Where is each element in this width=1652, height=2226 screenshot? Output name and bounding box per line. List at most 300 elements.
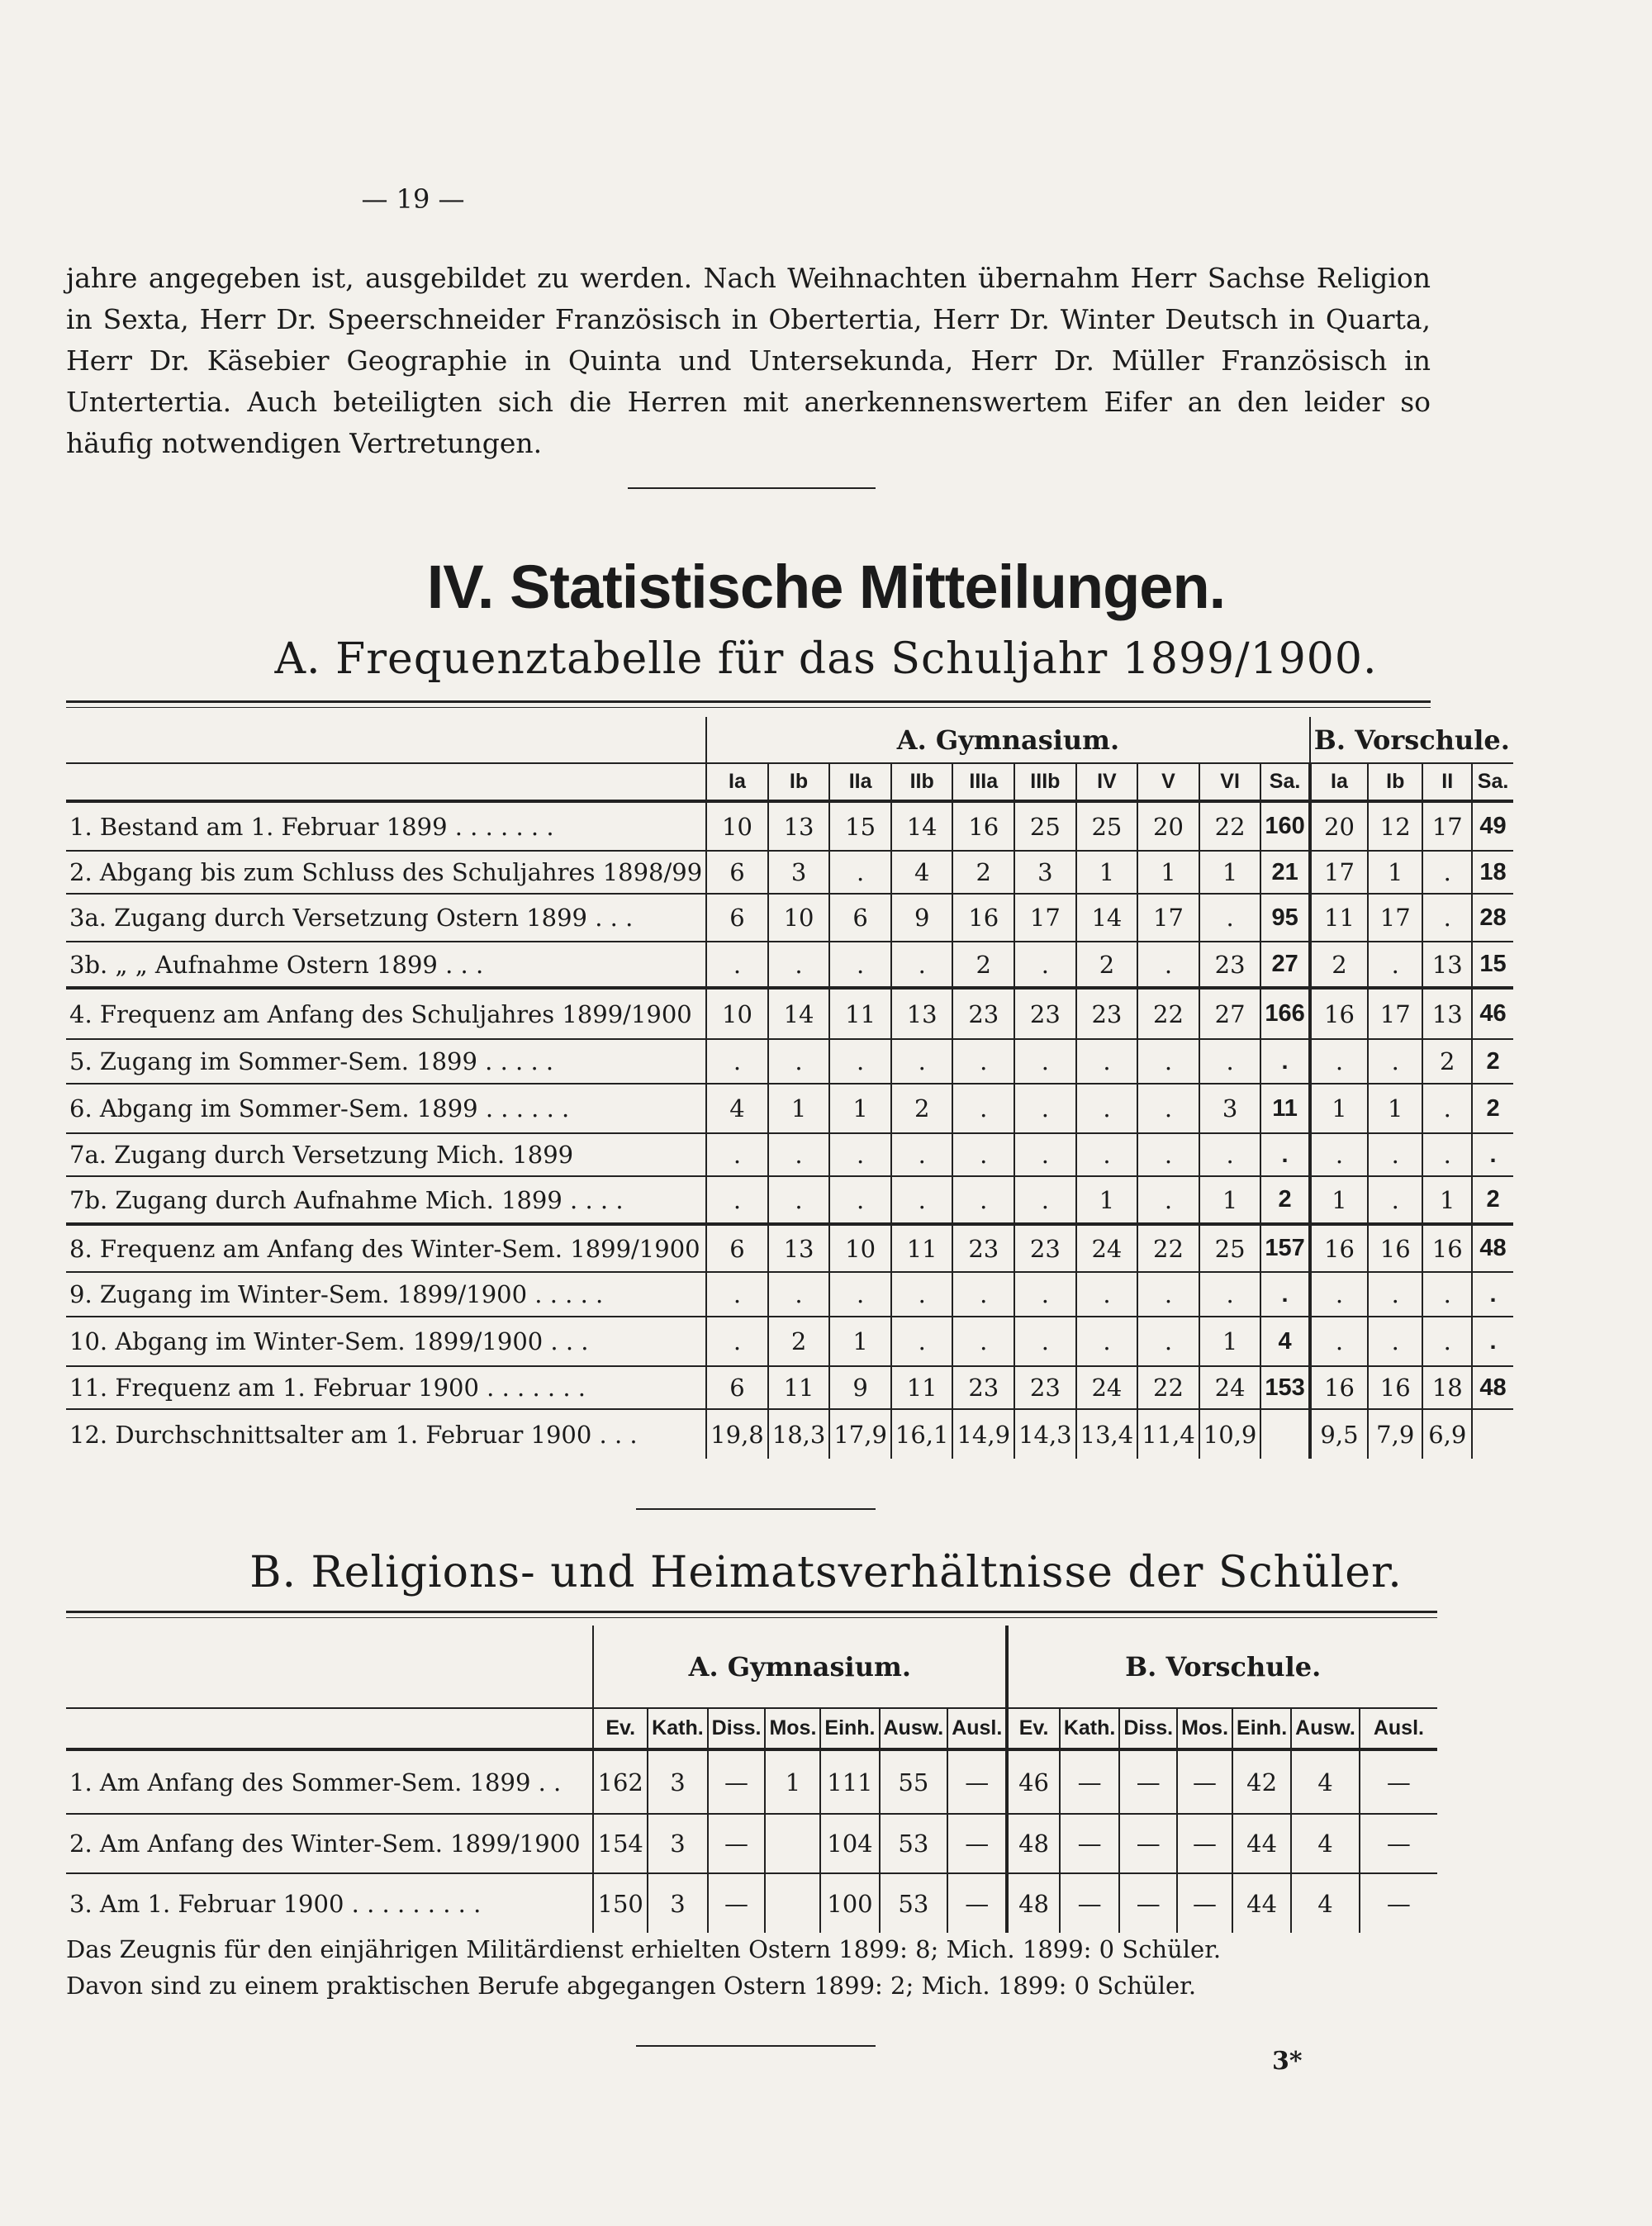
table-cell: 17 xyxy=(1368,894,1422,942)
table-cell: 2 xyxy=(1422,1039,1472,1084)
table-cell: — xyxy=(1177,1749,1232,1814)
table-cell: 17 xyxy=(1310,851,1368,894)
table-cell: 1 xyxy=(768,1084,830,1133)
table-cell: 1 xyxy=(829,1084,891,1133)
table-cell: . xyxy=(706,1039,768,1084)
table-cell: . xyxy=(1014,1084,1076,1133)
table-cell: 2 xyxy=(1310,942,1368,988)
table-cell: 16 xyxy=(952,801,1014,851)
table-cell xyxy=(765,1873,820,1933)
col-header: II xyxy=(1422,763,1472,801)
table-cell: . xyxy=(1310,1272,1368,1317)
table-cell: 27 xyxy=(1199,988,1261,1039)
vorschule-header: B. Vorschule. xyxy=(1310,717,1513,763)
gymnasium-header: A. Gymnasium. xyxy=(593,1626,1007,1708)
table-cell xyxy=(765,1814,820,1873)
table-cell: 55 xyxy=(880,1749,948,1814)
notes xyxy=(66,1931,1221,2004)
col-header: IIIa xyxy=(952,763,1014,801)
table-cell: 10,9 xyxy=(1199,1409,1261,1459)
table-cell: . xyxy=(1199,1272,1261,1317)
table-cell: 17 xyxy=(1422,801,1472,851)
table-cell: 23 xyxy=(1199,942,1261,988)
table-cell: — xyxy=(947,1749,1007,1814)
table-cell: . xyxy=(1014,942,1076,988)
table-row xyxy=(66,894,1513,942)
table-cell: . xyxy=(952,1176,1014,1224)
table-cell: 157 xyxy=(1260,1224,1309,1272)
table-cell: — xyxy=(1119,1814,1177,1873)
table-cell: 24 xyxy=(1199,1366,1261,1409)
table-cell: 95 xyxy=(1260,894,1309,942)
table-cell: 23 xyxy=(952,1366,1014,1409)
table-cell: . xyxy=(1422,1272,1472,1317)
table-cell: . xyxy=(1310,1317,1368,1366)
table-cell: 17,9 xyxy=(829,1409,891,1459)
table-cell: 13 xyxy=(1422,942,1472,988)
table-cell: 153 xyxy=(1260,1366,1309,1409)
table-cell: . xyxy=(829,1272,891,1317)
divider xyxy=(636,1508,876,1510)
table-cell: 22 xyxy=(1137,1224,1199,1272)
note-line: Das Zeugnis für den einjährigen Militärdienst erhielten Ostern 1899: 8; Mich. 1899: 0 Schüler. xyxy=(66,1935,1222,1963)
table-cell: . xyxy=(1076,1039,1138,1084)
table-cell: 13 xyxy=(1422,988,1472,1039)
table-cell: 1 xyxy=(1199,1317,1261,1366)
table-cell: 24 xyxy=(1076,1366,1138,1409)
table-cell: . xyxy=(829,1176,891,1224)
table-cell: 2 xyxy=(1472,1039,1513,1084)
table-row xyxy=(66,1317,1513,1366)
table-row xyxy=(66,801,1513,851)
table-row xyxy=(66,942,1513,988)
table-cell: — xyxy=(1360,1749,1437,1814)
table-cell: 100 xyxy=(820,1873,879,1933)
table-cell: . xyxy=(706,1272,768,1317)
divider xyxy=(636,2045,876,2047)
table-cell: 9,5 xyxy=(1310,1409,1368,1459)
table-cell: . xyxy=(952,1039,1014,1084)
row-label: 7a. Zugang durch Versetzung Mich. 1899 xyxy=(66,1133,706,1176)
table-cell: 11 xyxy=(1260,1084,1309,1133)
table-cell: 12 xyxy=(1368,801,1422,851)
table-cell: 49 xyxy=(1472,801,1513,851)
table-cell: . xyxy=(829,942,891,988)
table-cell: . xyxy=(1472,1272,1513,1317)
table-cell: 25 xyxy=(1014,801,1076,851)
table-cell: . xyxy=(1014,1272,1076,1317)
table-cell: 11 xyxy=(1310,894,1368,942)
table-cell: 25 xyxy=(1076,801,1138,851)
table-cell: — xyxy=(1060,1749,1120,1814)
col-header: V xyxy=(1137,763,1199,801)
table-cell: 2 xyxy=(1472,1084,1513,1133)
table-cell: 18 xyxy=(1472,851,1513,894)
table-cell: . xyxy=(706,942,768,988)
table-row xyxy=(66,1366,1513,1409)
table-cell: . xyxy=(706,1133,768,1176)
table-cell: 25 xyxy=(1199,1224,1261,1272)
row-label: 1. Am Anfang des Sommer-Sem. 1899 . . xyxy=(66,1749,593,1814)
table-cell: 13 xyxy=(768,1224,830,1272)
page-number: — 19 — xyxy=(361,183,465,215)
section-title: IV. Statistische Mitteilungen. xyxy=(426,553,1226,621)
table-cell: . xyxy=(1368,1133,1422,1176)
table-cell: — xyxy=(1360,1873,1437,1933)
row-label: 2. Am Anfang des Winter-Sem. 1899/1900 xyxy=(66,1814,593,1873)
table-cell: 46 xyxy=(1472,988,1513,1039)
table-cell: . xyxy=(768,1272,830,1317)
table-cell: . xyxy=(891,1039,953,1084)
table-cell: . xyxy=(952,1272,1014,1317)
row-label: 10. Abgang im Winter-Sem. 1899/1900 . . . xyxy=(66,1317,706,1366)
col-header: Mos. xyxy=(765,1708,820,1749)
table-row xyxy=(66,1176,1513,1224)
table-cell: 18,3 xyxy=(768,1409,830,1459)
table-cell: . xyxy=(1472,1133,1513,1176)
table-cell: 11 xyxy=(829,988,891,1039)
table-cell: 15 xyxy=(1472,942,1513,988)
table-row xyxy=(66,1133,1513,1176)
table-b-top-rule xyxy=(66,1611,1437,1613)
table-cell: 23 xyxy=(1076,988,1138,1039)
table-cell: 16 xyxy=(1310,988,1368,1039)
table-cell: . xyxy=(829,851,891,894)
table-cell: . xyxy=(1137,942,1199,988)
row-label: 6. Abgang im Sommer-Sem. 1899 . . . . . . xyxy=(66,1084,706,1133)
table-cell: — xyxy=(1119,1873,1177,1933)
table-cell: 4 xyxy=(706,1084,768,1133)
table-cell: . xyxy=(1076,1133,1138,1176)
table-cell: . xyxy=(1014,1039,1076,1084)
table-cell: 53 xyxy=(880,1814,948,1873)
table-cell: 4 xyxy=(1291,1814,1360,1873)
table-cell: . xyxy=(1076,1272,1138,1317)
table-cell: 22 xyxy=(1199,801,1261,851)
table-cell: . xyxy=(1137,1133,1199,1176)
table-cell: 1 xyxy=(1368,851,1422,894)
table-cell: 11 xyxy=(891,1224,953,1272)
table-cell: 24 xyxy=(1076,1224,1138,1272)
table-cell: . xyxy=(1422,1084,1472,1133)
table-cell: 16 xyxy=(1310,1224,1368,1272)
row-label: 8. Frequenz am Anfang des Winter-Sem. 1899/1900 xyxy=(66,1224,706,1272)
col-header: Kath. xyxy=(648,1708,708,1749)
table-cell: 46 xyxy=(1007,1749,1059,1814)
table-cell: 53 xyxy=(880,1873,948,1933)
table-cell: . xyxy=(829,1133,891,1176)
table-cell: . xyxy=(1199,1039,1261,1084)
table-cell: 16 xyxy=(1422,1224,1472,1272)
table-cell: 154 xyxy=(593,1814,648,1873)
table-cell: 1 xyxy=(765,1749,820,1814)
table-cell: . xyxy=(1472,1317,1513,1366)
col-header: Sa. xyxy=(1472,763,1513,801)
table-cell: . xyxy=(1260,1133,1309,1176)
table-cell: 14 xyxy=(768,988,830,1039)
col-header: Ib xyxy=(1368,763,1422,801)
table-cell: 10 xyxy=(706,801,768,851)
table-cell: 10 xyxy=(829,1224,891,1272)
col-header: VI xyxy=(1199,763,1261,801)
table-a-top-rule xyxy=(66,700,1431,703)
table-cell: 19,8 xyxy=(706,1409,768,1459)
table-cell: 11 xyxy=(768,1366,830,1409)
table-cell: 166 xyxy=(1260,988,1309,1039)
table-cell: 20 xyxy=(1137,801,1199,851)
table-cell: 6 xyxy=(706,894,768,942)
table-cell: . xyxy=(768,942,830,988)
intro-paragraph xyxy=(66,258,1431,464)
row-label: 11. Frequenz am 1. Februar 1900 . . . . . . . xyxy=(66,1366,706,1409)
table-cell: . xyxy=(1076,1317,1138,1366)
table-cell: 20 xyxy=(1310,801,1368,851)
table-b-title: B. Religions- und Heimatsverhältnisse der Schüler. xyxy=(249,1548,1403,1597)
row-label: 2. Abgang bis zum Schluss des Schuljahres 1898/99 xyxy=(66,851,706,894)
table-cell: . xyxy=(1014,1317,1076,1366)
table-cell: 104 xyxy=(820,1814,879,1873)
table-cell: 4 xyxy=(1260,1317,1309,1366)
table-cell: 9 xyxy=(829,1366,891,1409)
table-cell: 4 xyxy=(1291,1749,1360,1814)
table-cell: . xyxy=(768,1176,830,1224)
intro-text: jahre angegeben ist, ausgebildet zu werden. Nach Weihnachten übernahm Herr Sachse Religion in Sexta, Herr Dr. Speerschneider Französisch in Obertertia, Herr Dr. Winter Deutsch in Quarta, Herr Dr. Käsebier Geographie in Quinta und Untersekunda, Herr Dr. Müller Französisch in Untertertia. Auch beteiligten sich die Herren mit anerkennenswertem Eifer an den leider so häufig notwendigen Vertretungen. xyxy=(66,262,1431,459)
row-label: 4. Frequenz am Anfang des Schuljahres 1899/1900 xyxy=(66,988,706,1039)
table-cell: 1 xyxy=(1137,851,1199,894)
gymnasium-header: A. Gymnasium. xyxy=(706,717,1310,763)
col-header: Ausl. xyxy=(947,1708,1007,1749)
table-cell: 23 xyxy=(1014,1366,1076,1409)
table-cell: — xyxy=(708,1749,766,1814)
table-cell: . xyxy=(1199,1133,1261,1176)
table-cell: . xyxy=(1422,894,1472,942)
table-cell: . xyxy=(952,1317,1014,1366)
table-cell: 162 xyxy=(593,1749,648,1814)
table-cell: 6 xyxy=(706,1224,768,1272)
col-header: Ev. xyxy=(593,1708,648,1749)
table-row xyxy=(66,1084,1513,1133)
table-cell xyxy=(1260,1409,1309,1459)
table-cell: 150 xyxy=(593,1873,648,1933)
col-header: Ev. xyxy=(1007,1708,1059,1749)
divider xyxy=(628,487,876,489)
table-cell: 14,3 xyxy=(1014,1409,1076,1459)
table-cell: . xyxy=(891,942,953,988)
col-header: Diss. xyxy=(1119,1708,1177,1749)
table-cell: . xyxy=(1199,894,1261,942)
row-label: 3. Am 1. Februar 1900 . . . . . . . . . xyxy=(66,1873,593,1933)
table-cell: 1 xyxy=(1368,1084,1422,1133)
table-cell: . xyxy=(1422,1133,1472,1176)
table-cell: . xyxy=(891,1317,953,1366)
table-cell: 48 xyxy=(1472,1366,1513,1409)
table-cell: . xyxy=(829,1039,891,1084)
table-cell: 6 xyxy=(706,851,768,894)
col-header: IIb xyxy=(891,763,953,801)
table-row xyxy=(66,1749,1437,1814)
table-cell: 3 xyxy=(648,1749,708,1814)
table-cell: . xyxy=(1368,1176,1422,1224)
table-cell: 23 xyxy=(1014,1224,1076,1272)
table-cell: . xyxy=(891,1272,953,1317)
table-cell: 1 xyxy=(1310,1084,1368,1133)
table-cell: . xyxy=(1368,1317,1422,1366)
table-cell: . xyxy=(1260,1039,1309,1084)
table-cell: 111 xyxy=(820,1749,879,1814)
table-cell: 2 xyxy=(952,851,1014,894)
table-cell: 15 xyxy=(829,801,891,851)
table-cell: 17 xyxy=(1014,894,1076,942)
table-cell: 17 xyxy=(1137,894,1199,942)
table-cell: 2 xyxy=(1260,1176,1309,1224)
col-header: Diss. xyxy=(708,1708,766,1749)
table-cell: . xyxy=(768,1133,830,1176)
table-cell: 10 xyxy=(768,894,830,942)
table-cell: . xyxy=(1014,1176,1076,1224)
table-cell: 7,9 xyxy=(1368,1409,1422,1459)
row-label: 3b. „ „ Aufnahme Ostern 1899 . . . xyxy=(66,942,706,988)
table-cell: . xyxy=(706,1176,768,1224)
table-cell: 1 xyxy=(1422,1176,1472,1224)
col-header: IIa xyxy=(829,763,891,801)
table-a-top-rule-thin xyxy=(66,707,1431,708)
table-cell: . xyxy=(1368,1272,1422,1317)
table-cell: 3 xyxy=(648,1814,708,1873)
table-cell: 3 xyxy=(768,851,830,894)
table-cell: 23 xyxy=(952,988,1014,1039)
table-cell: — xyxy=(708,1814,766,1873)
col-header: Sa. xyxy=(1260,763,1309,801)
table-cell: 16 xyxy=(952,894,1014,942)
table-cell: 22 xyxy=(1137,1366,1199,1409)
table-cell: 4 xyxy=(1291,1873,1360,1933)
table-cell: 42 xyxy=(1232,1749,1291,1814)
table-cell: 1 xyxy=(1310,1176,1368,1224)
table-cell: 16 xyxy=(1310,1366,1368,1409)
table-cell: . xyxy=(1076,1084,1138,1133)
table-cell: . xyxy=(1137,1039,1199,1084)
col-header: Ausw. xyxy=(1291,1708,1360,1749)
table-cell: 28 xyxy=(1472,894,1513,942)
table-cell: 9 xyxy=(891,894,953,942)
table-cell: 2 xyxy=(952,942,1014,988)
col-header: IIIb xyxy=(1014,763,1076,801)
table-cell: 160 xyxy=(1260,801,1309,851)
frequency-table xyxy=(66,717,1513,1459)
table-cell: 21 xyxy=(1260,851,1309,894)
table-cell: 17 xyxy=(1368,988,1422,1039)
table-cell: 2 xyxy=(1472,1176,1513,1224)
table-cell: 1 xyxy=(829,1317,891,1366)
table-row xyxy=(66,1272,1513,1317)
table-cell: . xyxy=(891,1133,953,1176)
table-cell: 23 xyxy=(952,1224,1014,1272)
table-cell: 48 xyxy=(1007,1814,1059,1873)
table-cell: 13 xyxy=(768,801,830,851)
table-cell: 23 xyxy=(1014,988,1076,1039)
col-header: Ausl. xyxy=(1360,1708,1437,1749)
col-header: Einh. xyxy=(820,1708,879,1749)
note-line: Davon sind zu einem praktischen Berufe abgegangen Ostern 1899: 2; Mich. 1899: 0 Schüler. xyxy=(66,1972,1197,2000)
table-cell: . xyxy=(768,1039,830,1084)
table-cell: . xyxy=(1368,1039,1422,1084)
table-cell: . xyxy=(952,1133,1014,1176)
table-cell: 44 xyxy=(1232,1814,1291,1873)
table-cell: 14 xyxy=(891,801,953,851)
table-cell: . xyxy=(1310,1133,1368,1176)
table-cell: 2 xyxy=(768,1317,830,1366)
col-header: Ausw. xyxy=(880,1708,948,1749)
table-cell: . xyxy=(706,1317,768,1366)
table-cell: . xyxy=(1014,1133,1076,1176)
table-cell: 48 xyxy=(1007,1873,1059,1933)
col-header: Ia xyxy=(706,763,768,801)
table-cell: 3 xyxy=(1014,851,1076,894)
col-header: IV xyxy=(1076,763,1138,801)
table-row xyxy=(66,1039,1513,1084)
col-header: Einh. xyxy=(1232,1708,1291,1749)
table-cell: 1 xyxy=(1076,851,1138,894)
table-cell: — xyxy=(947,1814,1007,1873)
col-header: Mos. xyxy=(1177,1708,1232,1749)
table-cell: 1 xyxy=(1076,1176,1138,1224)
table-cell: 1 xyxy=(1199,1176,1261,1224)
table-cell: 6 xyxy=(706,1366,768,1409)
table-row xyxy=(66,1814,1437,1873)
table-cell: . xyxy=(1137,1176,1199,1224)
table-cell: 14 xyxy=(1076,894,1138,942)
table-cell: 3 xyxy=(648,1873,708,1933)
table-cell: 44 xyxy=(1232,1873,1291,1933)
table-cell: 16,1 xyxy=(891,1409,953,1459)
table-row xyxy=(66,1224,1513,1272)
col-header: Kath. xyxy=(1060,1708,1120,1749)
row-label: 7b. Zugang durch Aufnahme Mich. 1899 . . . . xyxy=(66,1176,706,1224)
table-cell: 13,4 xyxy=(1076,1409,1138,1459)
table-cell: . xyxy=(1137,1272,1199,1317)
table-cell: — xyxy=(1177,1814,1232,1873)
row-label: 3a. Zugang durch Versetzung Ostern 1899 . . . xyxy=(66,894,706,942)
table-cell: . xyxy=(1422,1317,1472,1366)
table-cell: — xyxy=(1360,1814,1437,1873)
table-cell: 2 xyxy=(891,1084,953,1133)
table-cell: 14,9 xyxy=(952,1409,1014,1459)
table-cell xyxy=(1472,1409,1513,1459)
table-cell: 16 xyxy=(1368,1224,1422,1272)
col-header: Ia xyxy=(1310,763,1368,801)
table-cell: — xyxy=(1060,1814,1120,1873)
table-cell: 16 xyxy=(1368,1366,1422,1409)
table-cell: . xyxy=(891,1176,953,1224)
vorschule-header: B. Vorschule. xyxy=(1007,1626,1437,1708)
table-b-top-rule-thin xyxy=(66,1617,1437,1618)
table-cell: 48 xyxy=(1472,1224,1513,1272)
table-cell: 10 xyxy=(706,988,768,1039)
row-label: 1. Bestand am 1. Februar 1899 . . . . . . . xyxy=(66,801,706,851)
table-cell: . xyxy=(1368,942,1422,988)
table-cell: — xyxy=(708,1873,766,1933)
religion-table xyxy=(66,1626,1437,1933)
table-cell: — xyxy=(1177,1873,1232,1933)
table-cell: 3 xyxy=(1199,1084,1261,1133)
table-cell: 4 xyxy=(891,851,953,894)
signature-mark: 3* xyxy=(1272,2047,1303,2076)
table-cell: 1 xyxy=(1199,851,1261,894)
table-cell: 2 xyxy=(1076,942,1138,988)
table-cell: . xyxy=(1260,1272,1309,1317)
table-cell: . xyxy=(1422,851,1472,894)
table-cell: — xyxy=(947,1873,1007,1933)
